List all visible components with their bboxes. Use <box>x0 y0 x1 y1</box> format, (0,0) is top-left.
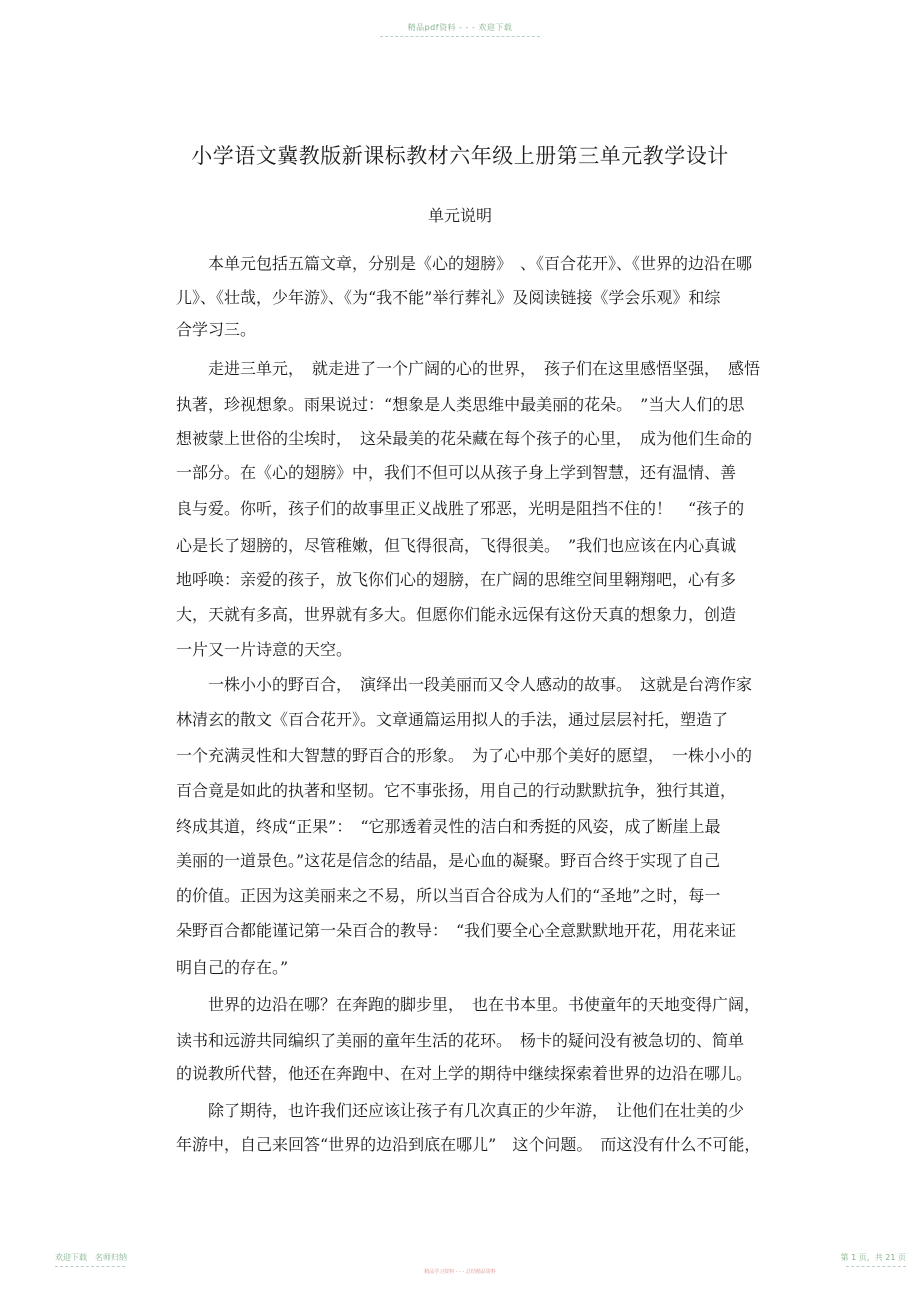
paragraph-line: 美丽的一道景色。”这花是信念的结晶，是心血的凝聚。野百合终于实现了自己 <box>176 851 721 870</box>
paragraph-line: 林清玄的散文《百合花开》。文章通篇运用拟人的手法，通过层层衬托，塑造了 <box>176 710 729 729</box>
paragraph-line: 一个充满灵性和大智慧的野百合的形象。 为了心中那个美好的愿望， 一株小小的 <box>176 746 753 765</box>
paragraph-line: 明自己的存在。” <box>176 958 289 977</box>
paragraph-line: 一株小小的野百合， 演绎出一段美丽而又令人感动的故事。 这就是台湾作家 <box>176 675 753 694</box>
paragraph-line: 本单元包括五篇文章，分别是《心的翅膀》 、《百合花开》、《世界的边沿在哪 <box>176 254 753 273</box>
page-number: 第 1 页，共 21 页 <box>840 1253 906 1262</box>
paragraph-line: 朵野百合都能谨记第一朵百合的教导： “我们要全心全意默默地开花，用花来证 <box>176 921 737 940</box>
paragraph-line: 想被蒙上世俗的尘埃时， 这朵最美的花朵藏在每个孩子的心里， 成为他们生命的 <box>176 429 753 448</box>
paragraph-line: 地呼唤：亲爱的孩子，放飞你们心的翅膀，在广阔的思维空间里翱翔吧，心有多 <box>176 570 737 589</box>
paragraph-line: 读书和远游共同编织了美丽的童年生活的花环。 杨卡的疑问没有被急切的、简单 <box>176 1031 745 1050</box>
paragraph-line: 合学习三。 <box>176 320 257 339</box>
header-text: 精品pdf资料 - - - 欢迎下载 <box>407 23 513 32</box>
footer-left-text: 欢迎下载 名师归纳 <box>55 1253 127 1262</box>
document-title: 小学语文冀教版新课标教材六年级上册第三单元教学设计 <box>191 144 729 168</box>
paragraph-line: 一片又一片诗意的天空。 <box>176 640 353 659</box>
header-rule <box>380 36 540 37</box>
paragraph-line: 走进三单元， 就走进了一个广阔的心的世界， 孩子们在这里感悟坚强， 感悟 <box>176 359 761 378</box>
paragraph-line: 年游中，自己来回答“世界的边沿到底在哪儿” 这个问题。 而这没有什么不可能， <box>176 1135 761 1154</box>
paragraph-line: 心是长了翅膀的，尽管稚嫩，但飞得很高，飞得很美。 ”我们也应该在内心真诚 <box>176 536 737 555</box>
paragraph-line: 良与爱。你听，孩子们的故事里正义战胜了邪恶，光明是阻挡不住的！ “孩子的 <box>176 499 745 518</box>
paragraph-line: 终成其道，终成“正果”： “它那透着灵性的洁白和秀挺的风姿，成了断崖上最 <box>176 817 721 836</box>
paragraph-line: 的价值。正因为这美丽来之不易，所以当百合谷成为人们的“圣地”之时，每一 <box>176 886 721 905</box>
paragraph-line: 世界的边沿在哪？在奔跑的脚步里， 也在书本里。书使童年的天地变得广阔， <box>176 995 761 1014</box>
footer-right-rule <box>846 1266 906 1267</box>
paragraph-line: 的说教所代替，他还在奔跑中、在对上学的期待中继续探索着世界的边沿在哪儿。 <box>176 1064 753 1083</box>
paragraph-line: 百合竟是如此的执著和坚韧。它不事张扬，用自己的行动默默抗争，独行其道， <box>176 781 737 800</box>
footer-left-rule <box>55 1266 125 1267</box>
paragraph-line: 儿》、《壮哉，少年游》、《为“我不能”举行葬礼》及阅读链接《学会乐观》和综 <box>176 288 721 307</box>
paragraph-line: 除了期待，也许我们还应该让孩子有几次真正的少年游， 让他们在壮美的少 <box>176 1101 745 1120</box>
paragraph-line: 执著，珍视想象。雨果说过：“想象是人类思维中最美丽的花朵。 ”当大人们的思 <box>176 395 745 414</box>
footer-center-text: 精品学习资料 - - - 总结精品资料 <box>424 1269 496 1275</box>
paragraph-line: 大，天就有多高，世界就有多大。但愿你们能永远保有这份天真的想象力，创造 <box>176 605 737 624</box>
section-heading: 单元说明 <box>427 206 492 225</box>
paragraph-line: 一部分。在《心的翅膀》中，我们不但可以从孩子身上学到智慧，还有温情、善 <box>176 463 737 482</box>
